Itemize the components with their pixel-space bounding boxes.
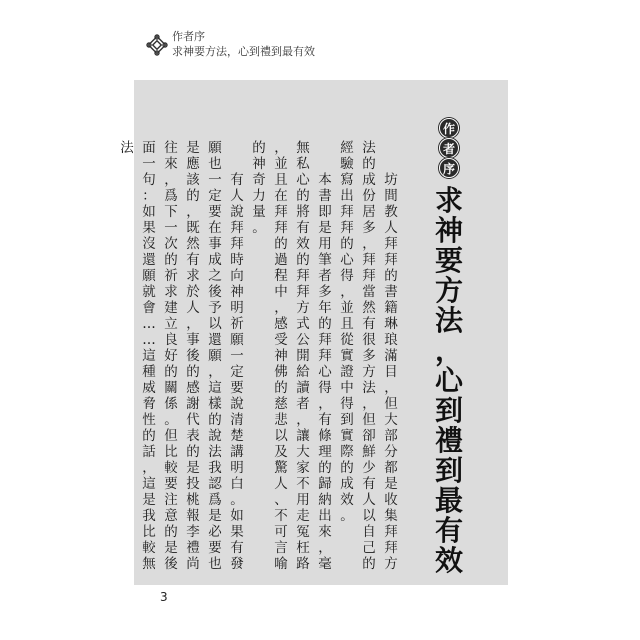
title-char: 神	[434, 214, 463, 247]
running-header	[146, 28, 446, 62]
title-char: 到	[434, 394, 463, 427]
text-column: 法 的 成 份 居 多 ， 拜 拜 當 然 有 很 多 方 法 ， 但 卻 鮮 少 有 人 以 自 己 的	[362, 140, 376, 572]
text-column: 本 書 即 是 用 筆 者 多 年 的 拜 拜 心 得 ， 有 條 理 的 歸 納 出 來 ， 毫	[318, 172, 332, 572]
text-column: 有 人 說 拜 拜 時 向 神 明 祈 願 一 定 要 說 清 楚 講 明 白 。 如 果 有 發	[230, 172, 244, 572]
page-number: 3	[160, 590, 168, 604]
text-column: 坊 間 教 人 拜 拜 的 書 籍 琳 琅 滿 目 ， 但 大 部 分 都 是 收 集 拜 拜 方	[384, 172, 398, 572]
title-char: 有	[434, 514, 463, 547]
text-column: 法	[120, 140, 134, 156]
text-column: 面 一 句 ： 如 果 沒 還 願 就 會 … … 這 種 威 脅 性 的 話 ， 這 是 我 比 較 無	[142, 140, 156, 572]
text-column: 無 私 心 的 將 有 效 的 拜 拜 方 式 公 開 給 讀 者 ， 讓 大 家 不 用 走 冤 枉 路	[296, 140, 310, 572]
endless-knot-icon	[146, 34, 168, 56]
title-char: 到	[434, 454, 463, 487]
text-column: 的 神 奇 力 量 。	[252, 140, 266, 236]
title-char: 方	[434, 274, 463, 307]
badge-char: 作	[439, 118, 459, 138]
title-char: 心	[434, 364, 463, 397]
title-char: 法	[434, 304, 463, 337]
title-char: 禮	[434, 424, 463, 457]
chapter-title	[427, 186, 471, 576]
text-column: ， 並 且 在 拜 拜 的 過 程 中 ， 感 受 神 佛 的 慈 悲 以 及 驚 人 、 不 可 言 喻	[274, 140, 288, 572]
title-char: 效	[434, 544, 463, 577]
title-char: 求	[434, 184, 463, 217]
badge-char: 者	[439, 138, 459, 158]
text-column: 是 應 該 的 ， 既 然 有 求 於 人 ， 事 後 的 感 謝 代 表 的 是 投 桃 報 李 禮 尚	[186, 140, 200, 572]
preface-badge	[429, 118, 469, 178]
badge-char: 序	[439, 158, 459, 178]
title-char: 最	[434, 484, 463, 517]
header-label: 作者序	[172, 30, 205, 43]
title-char: 要	[434, 244, 463, 277]
text-column: 願 也 一 定 要 在 事 成 之 後 予 以 還 願 ， 這 樣 的 說 法 我 認 爲 是 必 要 也	[208, 140, 222, 572]
text-column: 往 來 ， 爲 下 一 次 的 祈 求 建 立 良 好 的 關 係 。 但 比 較 要 注 意 的 是 後	[164, 140, 178, 572]
title-char: ，	[434, 334, 463, 367]
header-title: 求神要方法，心到禮到最有效	[172, 45, 315, 58]
text-column: 經 驗 寫 出 拜 拜 的 心 得 ， 並 且 從 實 證 中 得 到 實 際 的 成 效 。	[340, 140, 354, 524]
